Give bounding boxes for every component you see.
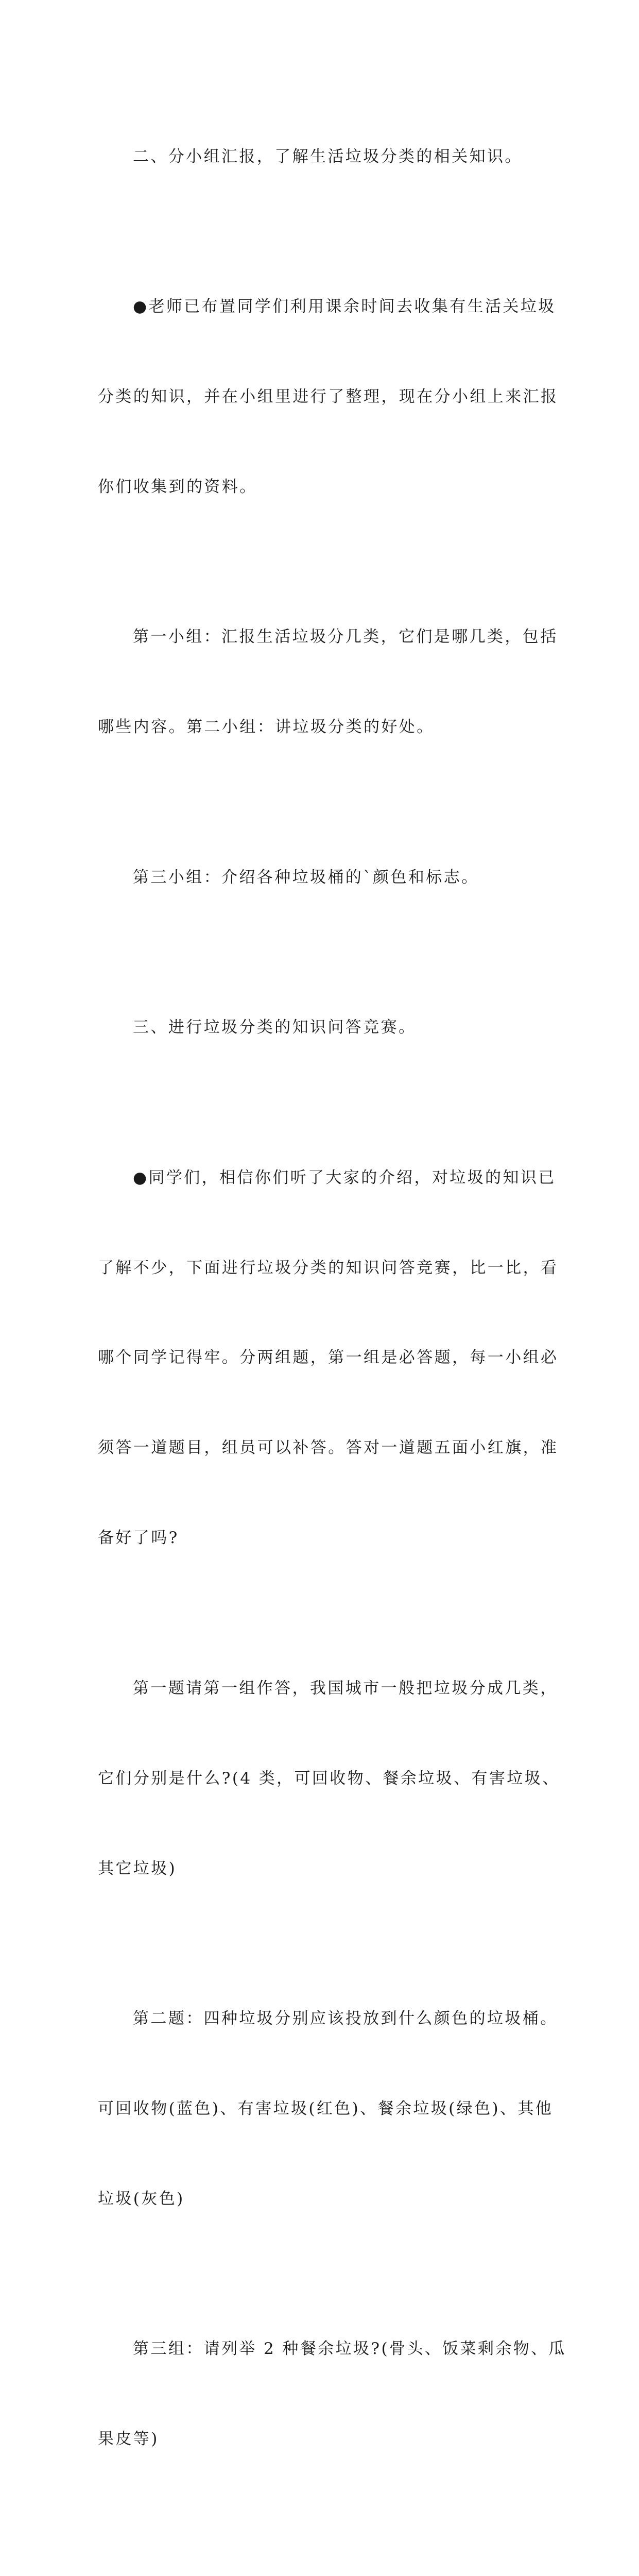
text-line: 它们分别是什么?(4 类，可回收物、餐余垃圾、有害垃圾、 [98, 1769, 560, 1788]
text-line: 了解不少，下面进行垃圾分类的知识问答竞赛，比一比，看 [98, 1258, 559, 1277]
text-line: 第一题请第一组作答，我国城市一般把垃圾分成几类， [133, 1679, 558, 1698]
text-line: ●老师已布置同学们利用课余时间去收集有生活关垃圾 [133, 297, 556, 316]
text-line: 三、进行垃圾分类的知识问答竞赛。 [133, 1018, 417, 1037]
text-line: 第三小组：介绍各种垃圾桶的`颜色和标志。 [133, 868, 479, 887]
section-heading-group-report [98, 81, 551, 231]
text-line [98, 2574, 551, 2576]
paragraph-question-group-three [98, 2274, 566, 2514]
text-line: 备好了吗? [98, 1529, 179, 1548]
text-line: 哪个同学记得牢。分两组题，第一组是必答题，每一小组必 [98, 1348, 559, 1367]
paragraph-question-group-four [98, 2514, 551, 2576]
text-line: 果皮等) [98, 2430, 159, 2449]
paragraph-question-two [98, 1943, 558, 2274]
text-line: 第一小组：汇报生活垃圾分几类，它们是哪几类，包括 [133, 628, 558, 647]
text-line: 第二题：四种垃圾分别应该投放到什么颜色的垃圾桶。 [133, 2009, 558, 2028]
paragraph-group-one-two [98, 562, 558, 802]
text-line: 二、分小组汇报，了解生活垃圾分类的相关知识。 [133, 147, 523, 166]
paragraph-quiz-intro [98, 1103, 559, 1613]
text-line: 你们收集到的资料。 [98, 477, 257, 496]
text-line: 其它垃圾) [98, 1859, 177, 1878]
section-heading-quiz [98, 953, 551, 1103]
paragraph-group-three [98, 802, 551, 952]
document-body [98, 81, 566, 2576]
paragraph-question-one [98, 1613, 560, 1943]
text-line: 垃圾(灰色) [98, 2189, 185, 2208]
paragraph-teacher-assignment [98, 231, 559, 562]
text-line: 第三组：请列举 2 种餐余垃圾?(骨头、饭菜剩余物、瓜 [133, 2340, 566, 2359]
text-line: 哪些内容。第二小组：讲垃圾分类的好处。 [98, 718, 435, 737]
text-line: 须答一道题目，组员可以补答。答对一道题五面小红旗，准 [98, 1438, 559, 1458]
text-line: ●同学们，相信你们听了大家的介绍，对垃圾的知识已 [133, 1168, 556, 1187]
text-line: 分类的知识，并在小组里进行了整理，现在分小组上来汇报 [98, 387, 559, 406]
text-line: 可回收物(蓝色)、有害垃圾(红色)、餐余垃圾(绿色)、其他 [98, 2099, 554, 2118]
